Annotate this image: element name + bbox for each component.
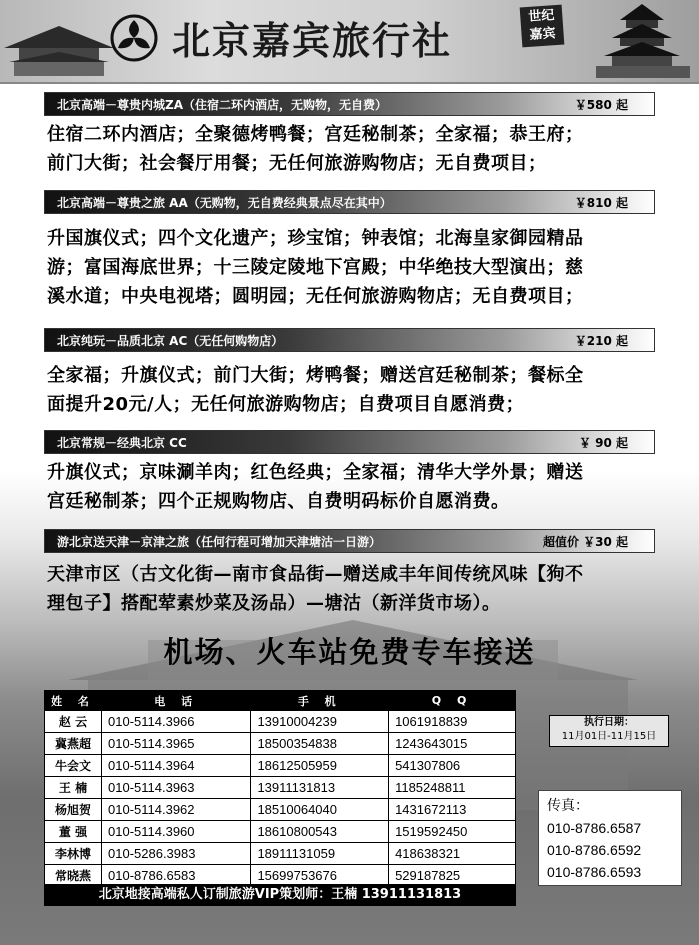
route-bar-tianjin — [44, 529, 655, 553]
route-title: 游北京送天津－京津之旅（任何行程可增加天津塘沽一日游） — [57, 535, 382, 549]
contact-phone: 010-5114.3964 — [102, 755, 251, 777]
route-description-tianjin — [47, 560, 665, 618]
contact-qq: 1519592450 — [389, 821, 516, 843]
contact-phone: 010-5114.3962 — [102, 799, 251, 821]
contact-name: 常晓燕 — [45, 865, 102, 887]
route-description-za — [47, 120, 665, 178]
desc-line: 前门大街；社会餐厅用餐；无任何旅游购物店；无自费项目； — [47, 153, 547, 174]
contact-table — [44, 690, 516, 887]
contact-qq: 541307806 — [389, 755, 516, 777]
col-header-qq: Q Q — [389, 691, 516, 711]
free-transfer-banner: 机场、火车站免费专车接送 — [163, 635, 536, 669]
header-banner — [0, 0, 699, 84]
desc-line: 全家福；升旗仪式；前门大街；烤鸭餐；赠送宫廷秘制茶；餐标全 — [47, 365, 584, 386]
contact-qq: 1185248811 — [389, 777, 516, 799]
route-description-aa — [47, 224, 665, 311]
desc-line: 宫廷秘制茶；四个正规购物店、自费明码标价自愿消费。 — [47, 491, 510, 512]
col-header-name: 姓 名 — [45, 691, 102, 711]
contact-name: 牛会文 — [45, 755, 102, 777]
contact-mobile: 18911131059 — [251, 843, 389, 865]
contact-phone: 010-8786.6583 — [102, 865, 251, 887]
table-row — [45, 711, 516, 733]
col-header-mobile: 手 机 — [251, 691, 389, 711]
route-price: ￥580 起 — [574, 98, 628, 112]
contact-mobile: 18500354838 — [251, 733, 389, 755]
table-row — [45, 755, 516, 777]
contact-mobile: 18612505959 — [251, 755, 389, 777]
route-bar-aa — [44, 190, 655, 214]
contact-name: 李林博 — [45, 843, 102, 865]
table-row — [45, 733, 516, 755]
desc-line: 游；富国海底世界；十三陵定陵地下宫殿；中华绝技大型演出；慈 — [47, 257, 584, 278]
route-price: ￥810 起 — [574, 196, 628, 210]
contact-qq: 1431672113 — [389, 799, 516, 821]
route-description-ac — [47, 361, 665, 419]
contact-qq: 529187825 — [389, 865, 516, 887]
contact-phone: 010-5114.3966 — [102, 711, 251, 733]
desc-line: 理包子】搭配荤素炒菜及汤品）—塘沽（新洋货市场）。 — [47, 593, 501, 614]
vip-planner-footer: 北京地接高端私人订制旅游VIP策划师：王楠 13911131813 — [44, 884, 516, 906]
route-price: ￥ 90 起 — [578, 436, 628, 450]
contact-phone: 010-5114.3965 — [102, 733, 251, 755]
desc-line: 住宿二环内酒店；全聚德烤鸭餐；宫廷秘制茶；全家福；恭王府； — [47, 124, 584, 145]
contact-mobile: 13910004239 — [251, 711, 389, 733]
contact-mobile: 15699753676 — [251, 865, 389, 887]
table-row — [45, 821, 516, 843]
fax-label: 传真： — [547, 798, 589, 814]
company-logo-icon — [108, 12, 160, 64]
contact-mobile: 18610800543 — [251, 821, 389, 843]
execution-period-box — [549, 715, 669, 747]
contact-phone: 010-5286.3983 — [102, 843, 251, 865]
seal-line-2: 嘉宾 — [529, 26, 557, 43]
contact-qq: 1061918839 — [389, 711, 516, 733]
fax-box — [538, 790, 682, 886]
table-row — [45, 799, 516, 821]
contact-mobile: 18510064040 — [251, 799, 389, 821]
route-bar-cc — [44, 430, 655, 454]
contact-qq: 418638321 — [389, 843, 516, 865]
contact-name: 赵 云 — [45, 711, 102, 733]
desc-line: 天津市区（古文化街—南市食品街—赠送咸丰年间传统风味【狗不 — [47, 564, 584, 585]
seal-line-1: 世纪 — [527, 8, 555, 25]
route-price: ￥210 起 — [574, 334, 628, 348]
period-label: 执行日期： — [584, 717, 634, 728]
contact-name: 董 强 — [45, 821, 102, 843]
fax-number: 010-8786.6592 — [547, 842, 642, 858]
route-title: 北京纯玩－品质北京 AC（无任何购物店） — [57, 334, 284, 348]
period-range: 11月01日-11月15日 — [561, 731, 657, 742]
desc-line: 溪水道；中央电视塔；圆明园；无任何旅游购物店；无自费项目； — [47, 286, 584, 307]
desc-line: 升国旗仪式；四个文化遗产；珍宝馆；钟表馆；北海皇家御园精品 — [47, 228, 584, 249]
fax-number: 010-8786.6587 — [547, 820, 642, 836]
contact-name: 杨旭贺 — [45, 799, 102, 821]
contact-phone: 010-5114.3963 — [102, 777, 251, 799]
desc-line: 升旗仪式；京味涮羊肉；红色经典；全家福；清华大学外景；赠送 — [47, 462, 584, 483]
company-name: 北京嘉宾旅行社 — [172, 19, 453, 63]
route-description-cc — [47, 458, 665, 516]
table-row — [45, 777, 516, 799]
contact-mobile: 13911131813 — [251, 777, 389, 799]
table-header-row — [45, 691, 516, 711]
col-header-phone: 电 话 — [102, 691, 251, 711]
temple-of-heaven-icon — [590, 2, 695, 80]
route-title: 北京高端－尊贵内城ZA（住宿二环内酒店，无购物，无自费） — [57, 98, 387, 112]
fax-number: 010-8786.6593 — [547, 864, 642, 880]
palace-roof-icon — [4, 18, 114, 78]
route-bar-ac — [44, 328, 655, 352]
seal-stamp — [520, 5, 565, 48]
table-row — [45, 843, 516, 865]
contact-phone: 010-5114.3960 — [102, 821, 251, 843]
route-title: 北京高端－尊贵之旅 AA（无购物，无自费经典景点尽在其中） — [57, 196, 392, 210]
contact-qq: 1243643015 — [389, 733, 516, 755]
route-price: 超值价 ￥30 起 — [542, 535, 628, 549]
contact-name: 冀燕超 — [45, 733, 102, 755]
contact-name: 王 楠 — [45, 777, 102, 799]
desc-line: 面提升20元/人；无任何旅游购物店；自费项目自愿消费； — [47, 394, 525, 415]
route-title: 北京常规－经典北京 CC — [57, 436, 187, 450]
route-bar-za — [44, 92, 655, 116]
